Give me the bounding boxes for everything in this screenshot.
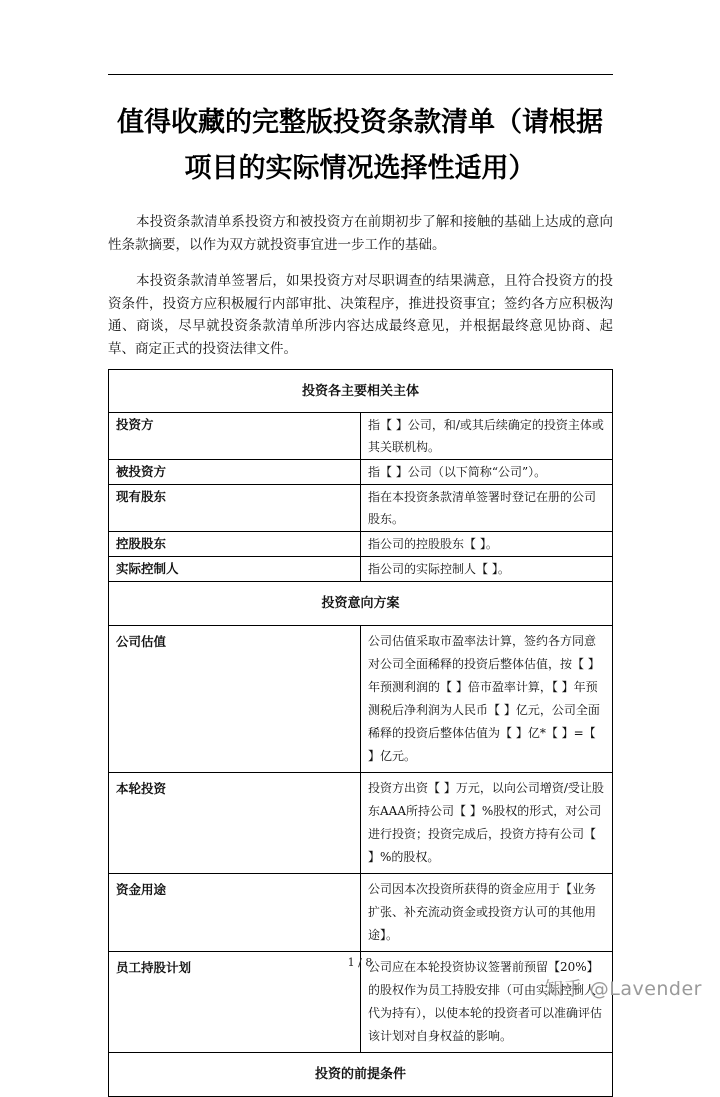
section-header-plan: 投资意向方案 (109, 582, 613, 626)
row-text-controlling-shareholder: 指公司的控股股东【 】。 (361, 532, 613, 557)
row-label-current-round: 本轮投资 (109, 773, 361, 874)
row-text-actual-controller: 指公司的实际控制人【 】。 (361, 557, 613, 582)
row-text-existing-shareholders: 指在本投资条款清单签署时登记在册的公司股东。 (361, 485, 613, 532)
row-label-existing-shareholders: 现有股东 (109, 485, 361, 532)
row-text-use-of-funds: 公司因本次投资所获得的资金应用于【业务扩张、补充流动资金或投资方认可的其他用途】。 (361, 874, 613, 952)
row-label-esop: 员工持股计划 (109, 952, 361, 1053)
row-text-investee: 指【 】公司（以下简称“公司”）。 (361, 460, 613, 485)
section-header-parties: 投资各主要相关主体 (109, 370, 613, 413)
row-text-valuation: 公司估值采取市盈率法计算，签约各方同意对公司全面稀释的投资后整体估值，按【 】年预测利润的【 】倍市盈率计算，【 】年预测税后净利润为人民币【 】亿元，公司全面稀释的投资后整体估值为【 】亿*【 】=【 】亿元。 (361, 626, 613, 773)
title-line-1: 值得收藏的完整版投资条款清单（请根据 (117, 107, 603, 138)
terms-table (108, 369, 613, 1097)
row-text-current-round: 投资方出资【 】万元，以向公司增资/受让股东AAA所持公司【 】%股权的形式，对公司进行投资；投资完成后，投资方持有公司【 】%的股权。 (361, 773, 613, 874)
row-label-actual-controller: 实际控制人 (109, 557, 361, 582)
intro-paragraph-2: 本投资条款清单签署后，如果投资方对尽职调查的结果满意，且符合投资方的投资条件，投资方应积极履行内部审批、决策程序，推进投资事宜；签约各方应积极沟通、商谈，尽早就投资条款清单所涉内容达成最终意见，并根据最终意见协商、起草、商定正式的投资法律文件。 (108, 273, 613, 357)
document-title (100, 100, 620, 192)
row-label-use-of-funds: 资金用途 (109, 874, 361, 952)
page-number: 1 / 8 (347, 956, 373, 969)
section-header-preconditions: 投资的前提条件 (109, 1053, 613, 1097)
row-label-investee: 被投资方 (109, 460, 361, 485)
title-line-2: 项目的实际情况选择性适用） (184, 153, 536, 184)
row-text-investor: 指【 】公司，和/或其后续确定的投资主体或其关联机构。 (361, 413, 613, 460)
row-text-esop: 公司应在本轮投资协议签署前预留【20%】的股权作为员工持股安排（可由实际控制人代为持有），以使本轮的投资者可以准确评估该计划对自身权益的影响。 (361, 952, 613, 1053)
row-label-controlling-shareholder: 控股股东 (109, 532, 361, 557)
row-label-valuation: 公司估值 (109, 626, 361, 773)
watermark: 知乎 @Lavender (544, 978, 702, 1000)
intro-paragraph-1: 本投资条款清单系投资方和被投资方在前期初步了解和接触的基础上达成的意向性条款摘要，以作为双方就投资事宜进一步工作的基础。 (108, 214, 613, 253)
header-rule (108, 74, 613, 75)
row-label-investor: 投资方 (109, 413, 361, 460)
